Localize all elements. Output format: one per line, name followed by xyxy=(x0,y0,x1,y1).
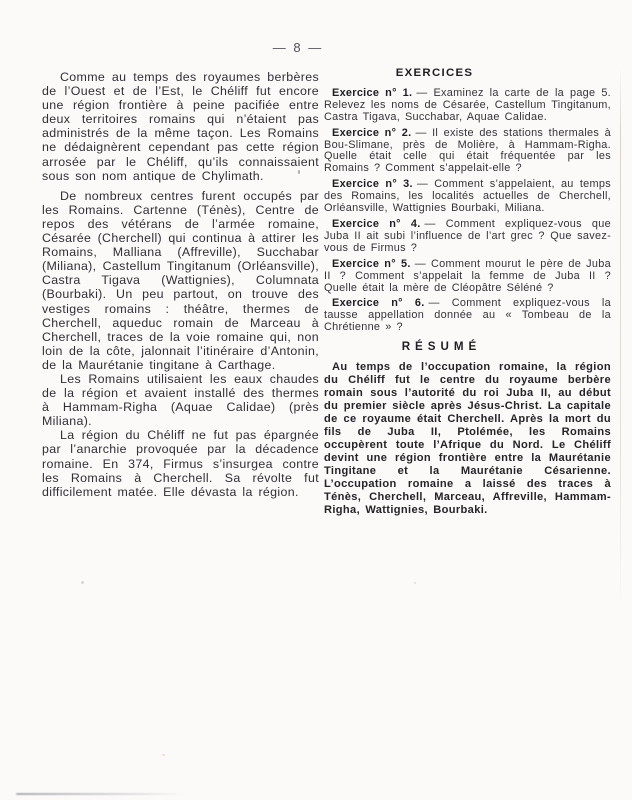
scan-speck-artifact xyxy=(414,582,416,584)
scan-speck-artifact xyxy=(81,581,84,584)
scan-speck-artifact xyxy=(162,754,165,756)
exercise-label: Exercice n° 3. xyxy=(332,178,413,191)
exercise-item-6 xyxy=(324,298,611,334)
exercises-heading: EXERCICES xyxy=(395,67,474,79)
exercise-item-5 xyxy=(324,259,611,295)
exercise-item-1 xyxy=(324,88,611,124)
exercise-label: Exercice n° 2. xyxy=(332,126,412,139)
exercise-label: Exercice n° 1. xyxy=(332,86,413,99)
right-column xyxy=(324,68,611,517)
exercise-item-4 xyxy=(324,219,611,255)
body-paragraph: Comme au temps des royaumes berbères de l’Ouest et de l’Est, le Chéliff fut encore une région frontière à peine pacifiée entre deux territoires romains qui n’étaient pas administrés de la même taçon. Les Romains ne dédaignèrent cependant pas cette région arrosée par le Chéliff, qu’ils connaissaient sous son nom antique de Chylimath. xyxy=(42,70,319,183)
body-paragraph: Les Romains utilisaient les eaux chaudes de la région et avaient installé des thermes à Hammam-Righa (Aquae Calidae) (près Miliana). xyxy=(42,371,319,429)
body-paragraph: La région du Chéliff ne fut pas épargnée par l’anarchie provoquée par la décadence romaine. En 374, Firmus s’insurgea contre les Romains à Cherchell. Sa révolte fut difficilement matée. Elle dévasta la région. xyxy=(42,428,319,499)
exercise-label: Exercice n° 5. xyxy=(332,257,411,270)
exercise-label: Exercice n° 4. xyxy=(332,217,421,230)
exercise-item-2 xyxy=(324,128,611,176)
exercise-text: — Comment s’appelaient, au temps des Romains, les localités actuelles de Cherchell, Orléansville, Wattignies Bourbaki, Miliana. xyxy=(324,178,611,215)
exercise-item-3 xyxy=(324,179,611,215)
resume-text: Au temps de l’occupation romaine, la région du Chéliff fut le centre du royaume berbère romain sous l’autorité du roi Juba II, au début du premier siècle après Jésus-Christ. La capitale de ce royaume était Cherchell. Après la mort du fils de Juba II, Ptolémée, les Romains occupèrent toute l’Afrique du Nord. Le Chéliff devint une région frontière entre la Maurétanie Tingitane et la Maurétanie Césarienne. L’occupation romaine a laissé des traces à Ténès, Cherchell, Marceau, Affreville, Hammam-Righa, Wattignies, Bourbaki. xyxy=(324,361,611,517)
resume-heading: RÉSUMÉ xyxy=(401,340,482,354)
body-paragraph: De nombreux centres furent occupés par les Romains. Cartenne (Ténès), Centre de repos des vétérans de l’armée romaine, Césarée (Cherchell) qui continua à attirer les Romains, Malliana (Affreville), Succhabar (Miliana), Castellum Tingitanum (Orléansville), Castra Tigava (Wattignies), Columnata (Bourbaki). Un peu partout, on trouve des vestiges romains : théâtre, thermes de Cherchell, aqueduc romain de Marceau à Cherchell, traces de la voie romaine qui, non loin de la côte, jalonnait l’itinéraire d’Antonin, de la Maurétanie tingitane à Carthage. xyxy=(42,188,319,372)
scan-edge-line-artifact xyxy=(620,66,621,611)
exercise-text: — Comment expliquez-vous la tausse appellation donnée au « Tombeau de la Chrétienne » ? xyxy=(324,297,611,334)
scan-speck-artifact xyxy=(298,170,300,174)
exercise-text: — Comment mourut le père de Juba II ? Comment s’appelait la femme de Juba II ? Quelle était la mère de Cléopâtre Séléné ? xyxy=(324,257,611,294)
exercise-text: — Examinez la carte de la page 5. Relevez les noms de Césarée, Castellum Tingitanum, Castra Tigava, Succhabar, Aquae Calidae. xyxy=(324,86,611,123)
exercise-text: — Il existe des stations thermales à Bou-Slimane, près de Molière, à Hammam-Righa. Quelle était celle qui était fréquentée par les Romains ? Comment s’appelait-elle ? xyxy=(324,126,611,175)
left-column xyxy=(42,70,319,499)
exercise-text: — Comment expliquez-vous que Juba II ait subi l’influence de l’art grec ? Que savez-vous de Firmus ? xyxy=(324,217,611,254)
scan-smudge-artifact xyxy=(16,793,186,795)
exercise-label: Exercice n° 6. xyxy=(332,297,425,310)
page-number: — 8 — xyxy=(272,40,324,55)
